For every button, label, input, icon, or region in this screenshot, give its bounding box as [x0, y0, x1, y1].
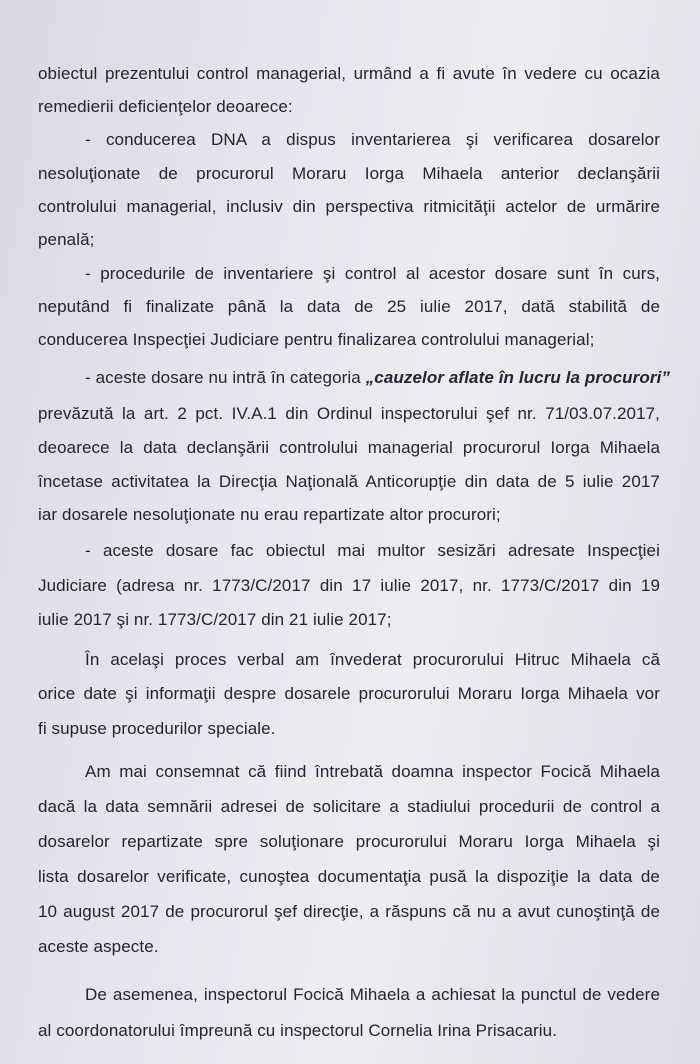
- text-line: obiectul prezentului control managerial, urmând a fi avute în vedere cu ocazia: [38, 64, 660, 83]
- text-line: al coordonatorului împreună cu inspectorul Cornelia Irina Prisacariu.: [38, 1021, 558, 1040]
- text-line: 10 august 2017 de procurorul şef direcţie, a răspuns că nu a avut cunoştinţă de: [38, 902, 660, 921]
- text-line: iar dosarele nesoluţionate nu erau repartizate altor procurori;: [38, 505, 501, 524]
- text-line: dacă la data semnării adresei de solicitare a stadiului procedurii de control a: [38, 797, 660, 816]
- text-line: Judiciare (adresa nr. 1773/C/2017 din 17 iulie 2017, nr. 1773/C/2017 din 19: [38, 576, 660, 595]
- text-line: - conducerea DNA a dispus inventarierea şi verificarea dosarelor: [85, 130, 660, 149]
- text-line: dosarelor repartizate spre soluţionare procurorului Moraru Iorga Mihaela şi: [38, 832, 660, 851]
- text-line: încetase activitatea la Direcţia Naţională Anticorupţie din data de 5 iulie 2017: [38, 472, 660, 491]
- text-line: penală;: [38, 230, 95, 249]
- text-line: - aceste dosare fac obiectul mai multor sesizări adresate Inspecţiei: [85, 541, 660, 560]
- text-line: controlului managerial, inclusiv din perspectiva ritmicităţii actelor de urmărire: [38, 197, 660, 216]
- text-line: În acelaşi proces verbal am învederat procurorului Hitruc Mihaela că: [85, 650, 660, 669]
- text-line: conducerea Inspecţiei Judiciare pentru finalizarea controlului managerial;: [38, 330, 595, 349]
- text-line: De asemenea, inspectorul Focică Mihaela a achiesat la punctul de vedere: [85, 985, 660, 1004]
- text-line: prevăzută la art. 2 pct. IV.A.1 din Ordinul inspectorului şef nr. 71/03.07.2017,: [38, 404, 660, 423]
- emphasized-quote: „cauzelor aflate în lucru la procurori”: [365, 368, 670, 387]
- text-line: deoarece la data declanşării controlului managerial procurorul Iorga Mihaela: [38, 438, 660, 457]
- text-line: iulie 2017 şi nr. 1773/C/2017 din 21 iulie 2017;: [38, 610, 392, 629]
- text-line: - procedurile de inventariere şi control al acestor dosare sunt în curs,: [85, 264, 660, 283]
- text-line: remedierii deficienţelor deoarece:: [38, 97, 293, 116]
- text-line: aceste aspecte.: [38, 937, 159, 956]
- text-line-lead: - aceste dosare nu intră în categoria: [85, 368, 366, 387]
- text-line: Am mai consemnat că fiind întrebată doamna inspector Focică Mihaela: [85, 762, 660, 781]
- text-line: neputând fi finalizate până la data de 25 iulie 2017, dată stabilită de: [38, 297, 660, 316]
- text-line: nesoluţionate de procurorul Moraru Iorga Mihaela anterior declanşării: [38, 164, 660, 183]
- text-line: lista dosarelor verificate, cunoştea documentaţia pusă la dispoziţie la data de: [38, 867, 660, 886]
- text-line: orice date şi informaţii despre dosarele procurorului Moraru Iorga Mihaela vor: [38, 684, 660, 703]
- text-line: [85, 368, 670, 388]
- text-line: fi supuse procedurilor speciale.: [38, 719, 276, 738]
